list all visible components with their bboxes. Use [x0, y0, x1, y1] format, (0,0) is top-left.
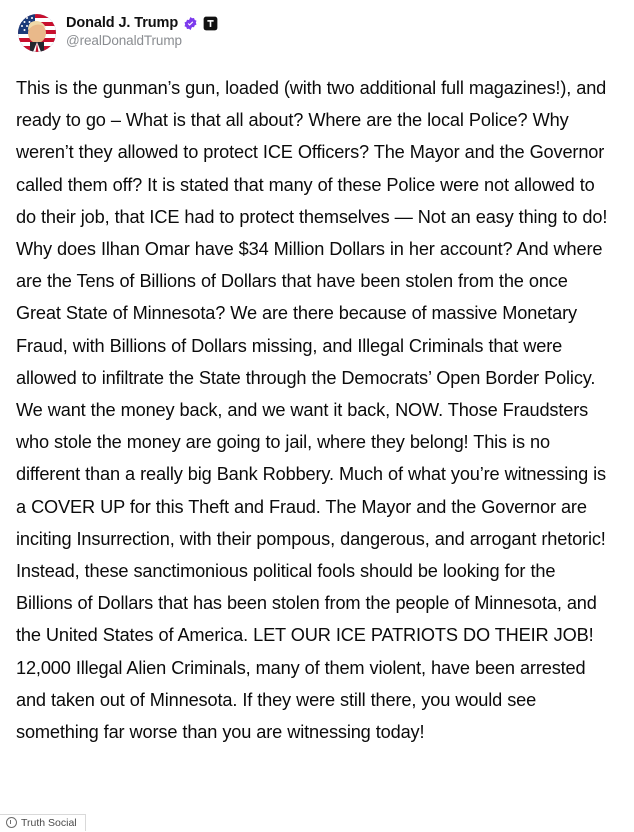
author-info	[66, 14, 218, 48]
truth-social-badge-icon	[203, 16, 218, 31]
verified-check-icon	[183, 16, 198, 31]
author-handle: @realDonaldTrump	[66, 33, 182, 48]
copyright-icon	[6, 817, 17, 828]
post-body-text: This is the gunman’s gun, loaded (with two additional full magazines!), and ready to go – What is that all about? Where are the local Police? Why weren’t they allowed to protect ICE Officers? The Mayor and the Governor called them off? It is stated that many of these Police were not allowed to do their job, that ICE had to protect themselves — Not an easy thing to do! Why does Ilhan Omar have $34 Million Dollars in her account? And where are the Tens of Billions of Dollars that have been stolen from the once Great State of Minnesota? We are there because of massive Monetary Fraud, with Billions of Dollars missing, and Illegal Criminals that were allowed to infiltrate the State through the Democrats’ Open Border Policy. We want the money back, and we want it back, NOW. Those Fraudsters who stole the money are going to jail, where they belong! This is no different than a really big Bank Robbery. Much of what you’re witnessing is a COVER UP for this Theft and Fraud. The Mayor and the Governor are inciting Insurrection, with their pompous, dangerous, and arrogant rhetoric! Instead, these sanctimonious political fools should be looking for the Billions of Dollars that has been stolen from the people of Minnesota, and the United States of America. LET OUR ICE PATRIOTS DO THEIR JOB! 12,000 Illegal Alien Criminals, many of them violent, have been arrested and taken out of Minnesota. If they were still there, you would see something far worse than you are witnessing today!	[16, 78, 608, 743]
avatar[interactable]	[18, 14, 56, 52]
post-header	[16, 14, 618, 52]
trump-avatar-flag-icon	[18, 14, 56, 52]
name-row	[66, 15, 218, 31]
source-attribution	[0, 814, 86, 831]
post-footer	[0, 812, 634, 832]
author-display-name: Donald J. Trump	[66, 15, 179, 31]
source-label: Truth Social	[21, 816, 77, 829]
